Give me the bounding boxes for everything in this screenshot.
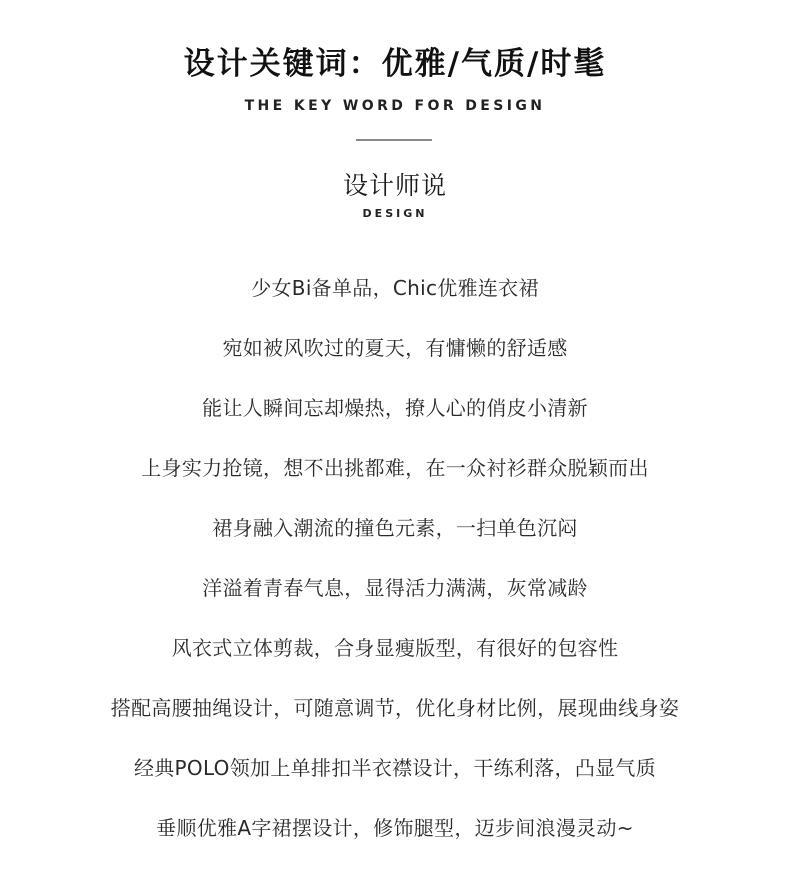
description-line: 裙身融入潮流的撞色元素，一扫单色沉闷 (212, 516, 578, 540)
description-line: 能让人瞬间忘却燥热，撩人心的俏皮小清新 (202, 396, 588, 420)
designer-says-subtitle: DESIGN (362, 207, 428, 220)
design-keywords-title: 设计关键词：优雅/气质/时髦 (183, 46, 607, 82)
description-line: 风衣式立体剪裁，合身显瘦版型，有很好的包容性 (171, 636, 619, 660)
description-line: 宛如被风吹过的夏天，有慵懒的舒适感 (222, 336, 568, 360)
description-line: 少女Bi备单品，Chic优雅连衣裙 (251, 276, 539, 300)
description-list (0, 268, 790, 868)
description-line: 洋溢着青春气息，显得活力满满，灰常减龄 (202, 576, 588, 600)
description-line: 经典POLO领加上单排扣半衣襟设计，干练利落，凸显气质 (133, 756, 657, 780)
description-line: 搭配高腰抽绳设计，可随意调节，优化身材比例，展现曲线身姿 (110, 696, 680, 720)
description-line: 垂顺优雅A字裙摆设计，修饰腿型，迈步间浪漫灵动~ (156, 816, 634, 840)
section-divider (356, 139, 432, 141)
designer-says-title: 设计师说 (342, 171, 447, 200)
design-keywords-subtitle: THE KEY WORD FOR DESIGN (244, 98, 546, 114)
description-line: 上身实力抢镜，想不出挑都难，在一众衬衫群众脱颖而出 (141, 456, 649, 480)
